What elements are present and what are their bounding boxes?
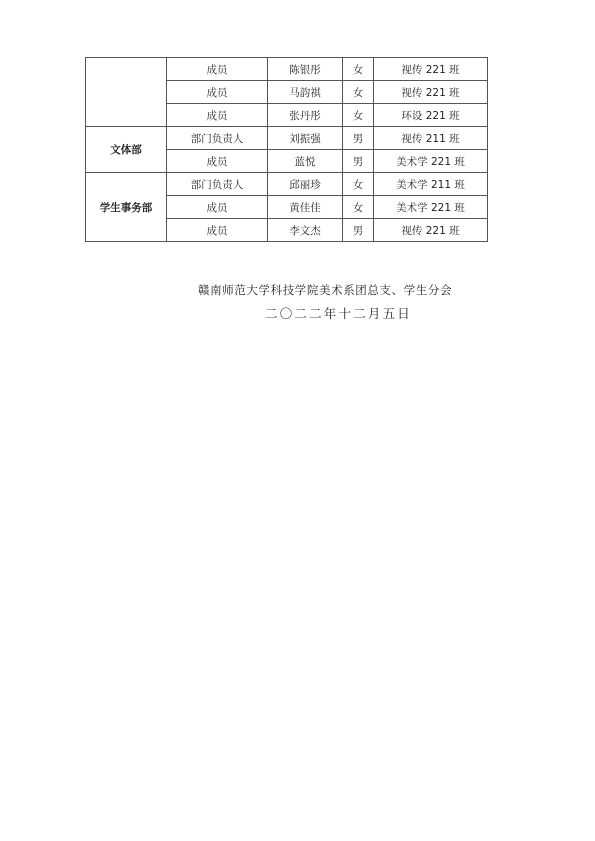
gender-cell: 男 [343, 150, 374, 173]
role-cell: 部门负责人 [167, 173, 268, 196]
gender-cell: 女 [343, 173, 374, 196]
name-cell: 黄佳佳 [268, 196, 343, 219]
department-cell [86, 58, 167, 127]
name-cell: 陈银彤 [268, 58, 343, 81]
class-cell: 美术学 211 班 [374, 173, 488, 196]
gender-cell: 女 [343, 58, 374, 81]
role-cell: 成员 [167, 58, 268, 81]
role-cell: 成员 [167, 104, 268, 127]
name-cell: 蓝悦 [268, 150, 343, 173]
department-cell: 文体部 [86, 127, 167, 173]
table-row [86, 127, 488, 150]
gender-cell: 女 [343, 196, 374, 219]
name-cell: 邱丽珍 [268, 173, 343, 196]
class-cell: 视传 211 班 [374, 127, 488, 150]
role-cell: 成员 [167, 219, 268, 242]
name-cell: 李文杰 [268, 219, 343, 242]
gender-cell: 女 [343, 81, 374, 104]
issue-date: 二〇二二年十二月五日 [265, 306, 413, 321]
gender-cell: 女 [343, 104, 374, 127]
member-table-body [86, 58, 488, 242]
class-cell: 视传 221 班 [374, 58, 488, 81]
name-cell: 张丹彤 [268, 104, 343, 127]
department-cell: 学生事务部 [86, 173, 167, 242]
gender-cell: 男 [343, 219, 374, 242]
class-cell: 美术学 221 班 [374, 150, 488, 173]
class-cell: 视传 221 班 [374, 219, 488, 242]
table-row [86, 173, 488, 196]
role-cell: 部门负责人 [167, 127, 268, 150]
role-cell: 成员 [167, 150, 268, 173]
table-row [86, 58, 488, 81]
name-cell: 刘振强 [268, 127, 343, 150]
class-cell: 视传 221 班 [374, 81, 488, 104]
role-cell: 成员 [167, 81, 268, 104]
name-cell: 马韵祺 [268, 81, 343, 104]
gender-cell: 男 [343, 127, 374, 150]
role-cell: 成员 [167, 196, 268, 219]
class-cell: 环设 221 班 [374, 104, 488, 127]
issuer-signature: 赣南师范大学科技学院美术系团总支、学生分会 [198, 283, 453, 297]
member-table [85, 57, 488, 242]
class-cell: 美术学 221 班 [374, 196, 488, 219]
